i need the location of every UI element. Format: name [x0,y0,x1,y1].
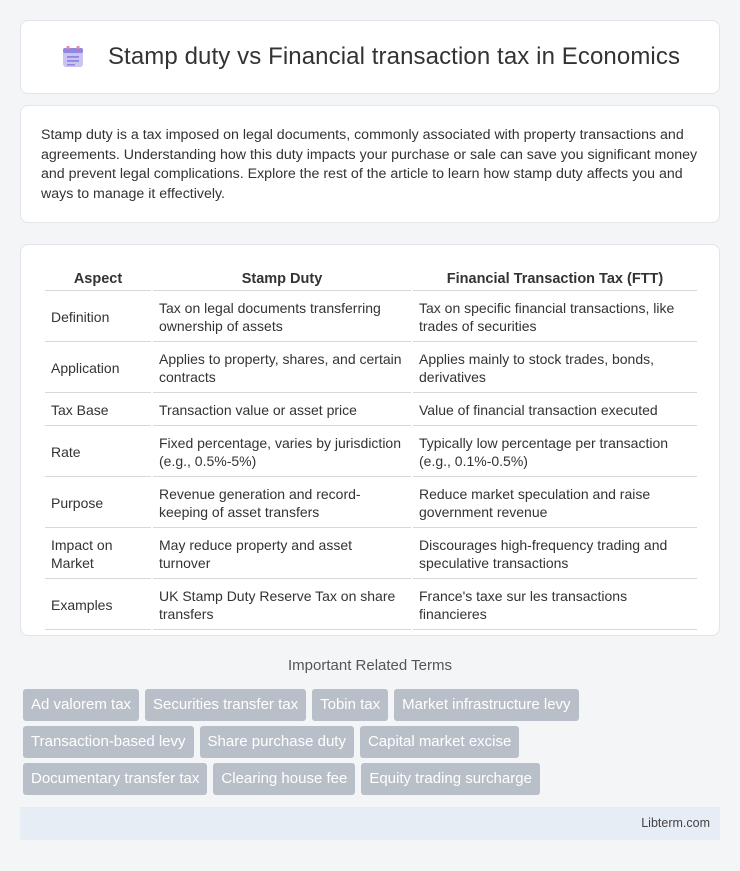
cell-aspect: Impact on Market [45,528,151,579]
cell-aspect: Examples [45,579,151,630]
column-header-ftt: Financial Transaction Tax (FTT) [413,265,697,291]
related-term-tag[interactable]: Market infrastructure levy [394,689,578,721]
cell-ftt: Typically low percentage per transaction (e.g., 0.1%-0.5%) [413,426,697,477]
cell-ftt: Applies mainly to stock trades, bonds, derivatives [413,342,697,393]
related-terms-row [23,763,723,795]
related-term-tag[interactable]: Securities transfer tax [145,689,306,721]
cell-stamp-duty: Applies to property, shares, and certain contracts [153,342,411,393]
column-header-stamp-duty: Stamp Duty [153,265,411,291]
intro-card [20,105,720,223]
related-term-tag[interactable]: Equity trading surcharge [361,763,540,795]
cell-aspect: Purpose [45,477,151,528]
table-header-row [45,265,697,291]
table-row [45,393,697,426]
cell-aspect: Rate [45,426,151,477]
related-term-tag[interactable]: Share purchase duty [200,726,354,758]
cell-aspect: Tax Base [45,393,151,426]
title-card [20,20,720,94]
cell-stamp-duty: Fixed percentage, varies by jurisdiction (e.g., 0.5%-5%) [153,426,411,477]
related-term-tag[interactable]: Tobin tax [312,689,388,721]
table-row [45,342,697,393]
cell-ftt: Reduce market speculation and raise government revenue [413,477,697,528]
cell-ftt: Discourages high-frequency trading and speculative transactions [413,528,697,579]
cell-stamp-duty: Revenue generation and record-keeping of asset transfers [153,477,411,528]
cell-ftt: Value of financial transaction executed [413,393,697,426]
footer [20,807,720,840]
table-row [45,579,697,630]
intro-text: Stamp duty is a tax imposed on legal documents, commonly associated with property transactions and agreements. Understanding how this duty impacts your purchase or sale can save you significant money and prevent legal complications. Explore the rest of the article to learn how stamp duty affects you and ways to manage it effectively. [41,127,698,202]
comparison-table-card [20,244,720,636]
table-row [45,426,697,477]
related-term-tag[interactable]: Ad valorem tax [23,689,139,721]
page-title: Stamp duty vs Financial transaction tax in Economics [107,43,681,70]
cell-ftt: France's taxe sur les transactions financieres [413,579,697,630]
related-term-tag[interactable]: Clearing house fee [213,763,355,795]
cell-stamp-duty: UK Stamp Duty Reserve Tax on share transfers [153,579,411,630]
column-header-aspect: Aspect [45,265,151,291]
related-term-tag[interactable]: Documentary transfer tax [23,763,207,795]
related-term-tag[interactable]: Transaction-based levy [23,726,194,758]
related-terms-title: Important Related Terms [288,657,452,674]
document-list-icon [60,44,86,70]
table-row [45,477,697,528]
cell-ftt: Tax on specific financial transactions, like trades of securities [413,291,697,342]
comparison-table [43,265,699,630]
cell-stamp-duty: Tax on legal documents transferring ownership of assets [153,291,411,342]
related-terms-row [23,726,723,758]
cell-stamp-duty: Transaction value or asset price [153,393,411,426]
cell-aspect: Application [45,342,151,393]
related-terms-row [23,689,723,721]
related-term-tag[interactable]: Capital market excise [360,726,519,758]
cell-stamp-duty: May reduce property and asset turnover [153,528,411,579]
footer-site-link[interactable]: Libterm.com [641,816,710,830]
table-row [45,528,697,579]
related-terms-list [23,689,723,800]
table-row [45,291,697,342]
cell-aspect: Definition [45,291,151,342]
